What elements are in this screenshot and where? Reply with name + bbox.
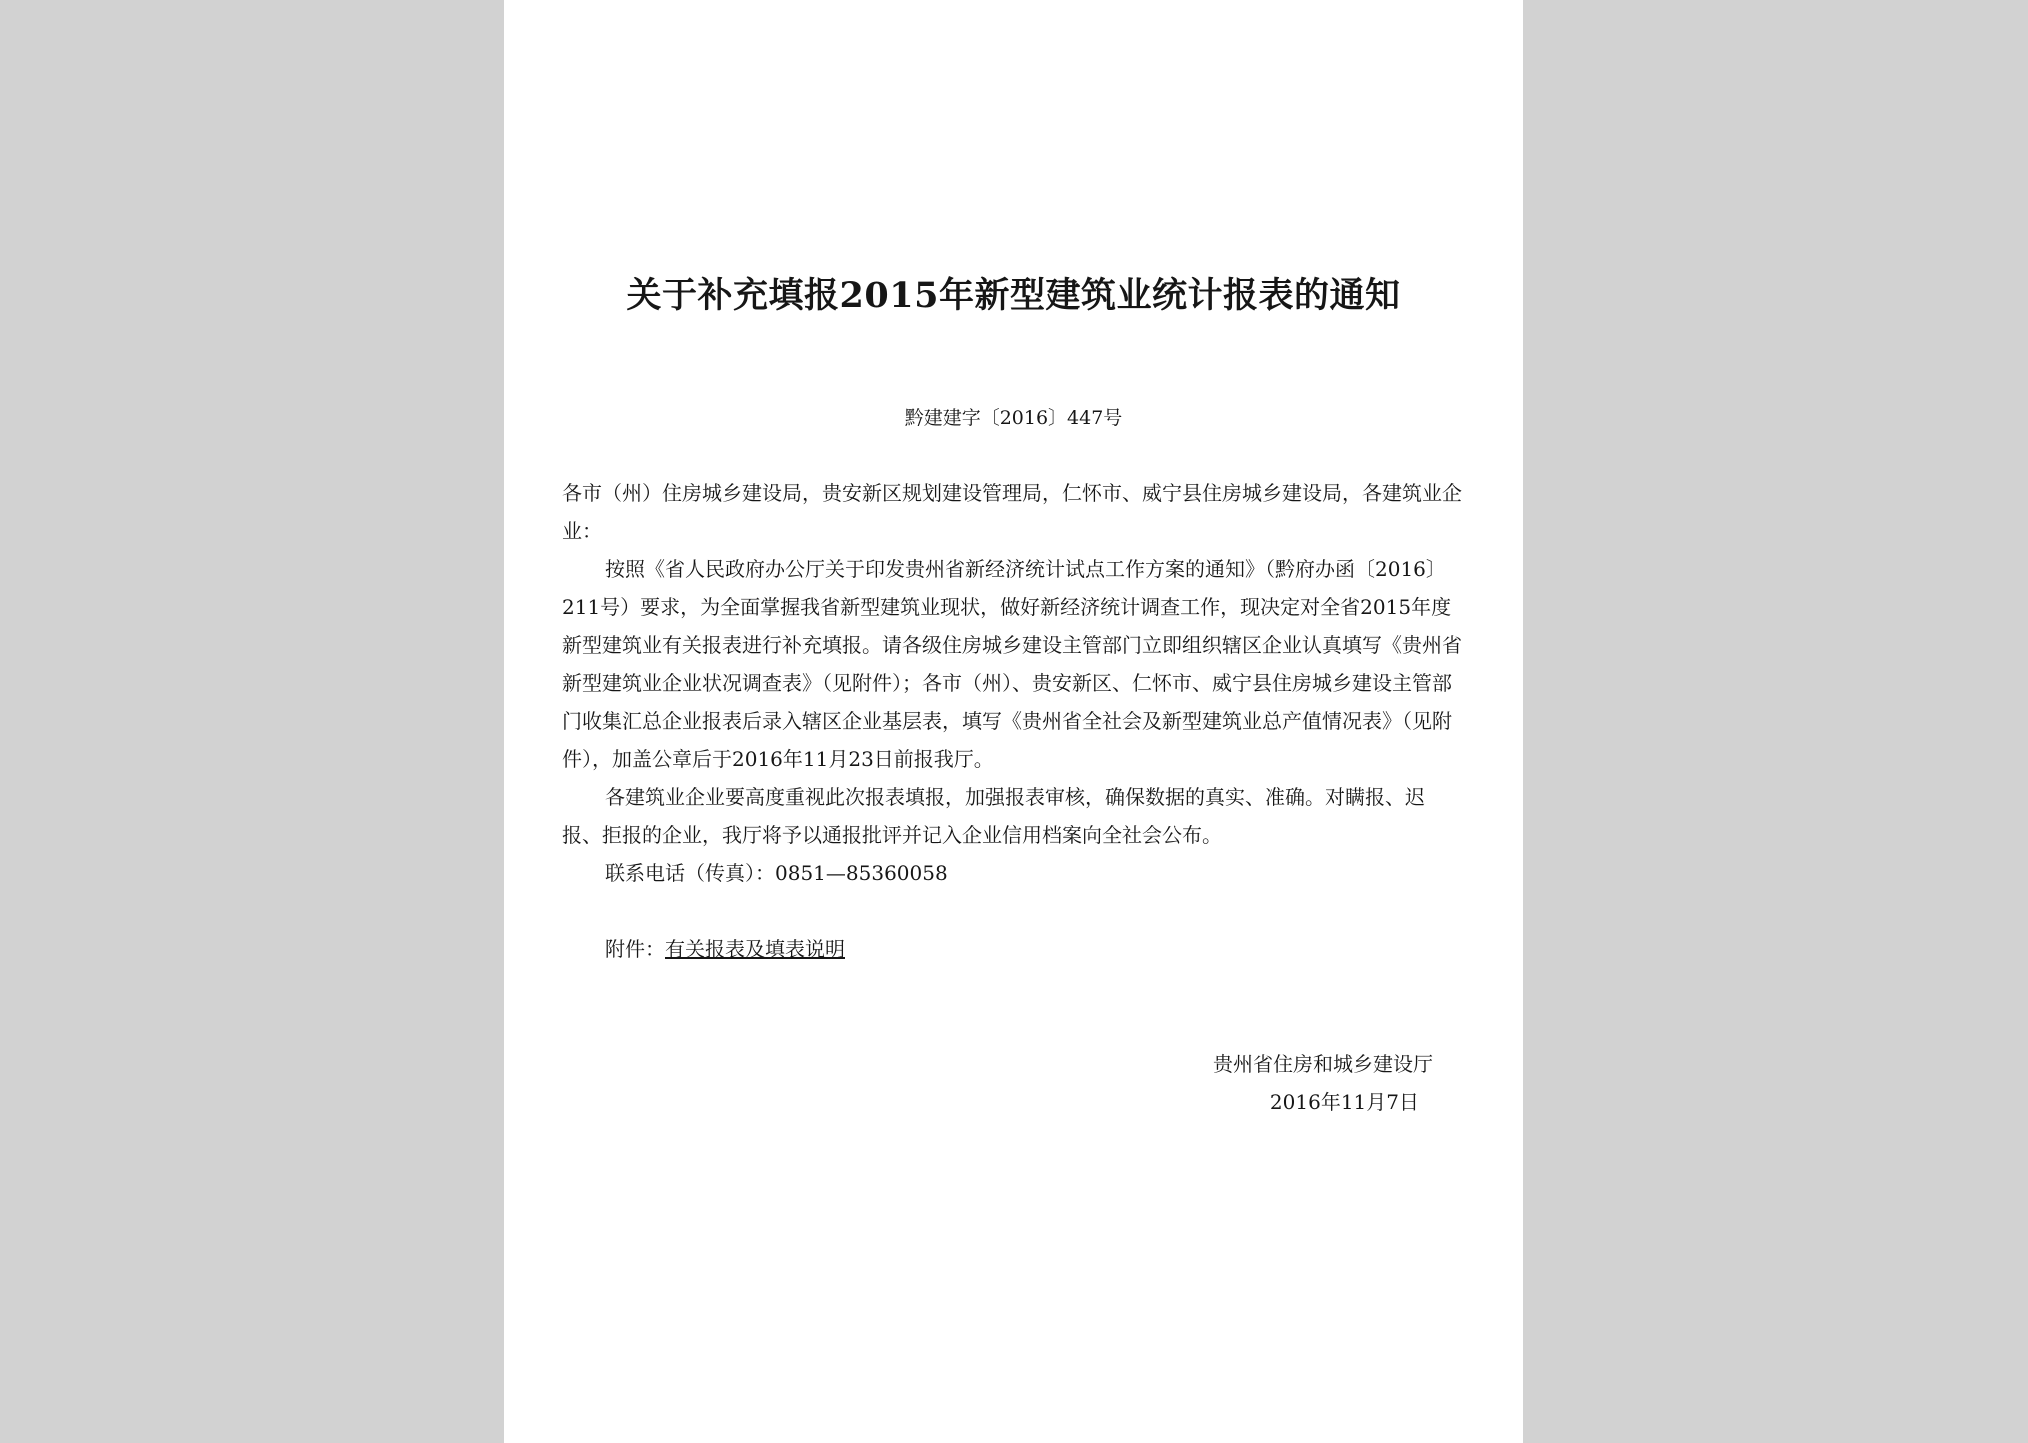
attachment-line xyxy=(605,930,845,968)
attachment-link[interactable]: 有关报表及填表说明 xyxy=(665,937,845,961)
document-number: 黔建建字〔2016〕447号 xyxy=(904,407,1123,429)
document-title: 关于补充填报2015年新型建筑业统计报表的通知 xyxy=(626,275,1401,316)
issuer-signature: 贵州省住房和城乡建设厅 xyxy=(1213,1052,1433,1076)
attachment-label: 附件： xyxy=(605,937,665,961)
addressee-paragraph: 各市（州）住房城乡建设局，贵安新区规划建设管理局，仁怀市、威宁县住房城乡建设局，各建筑业企业： xyxy=(562,481,1462,543)
contact-line: 联系电话（传真）：0851—85360058 xyxy=(605,861,948,885)
document-page xyxy=(504,0,1523,1443)
issue-date: 2016年11月7日 xyxy=(1269,1090,1419,1114)
body-paragraph-2: 各建筑业企业要高度重视此次报表填报，加强报表审核，确保数据的真实、准确。对瞒报、迟报、拒报的企业，我厅将予以通报批评并记入企业信用档案向全社会公布。 xyxy=(562,785,1425,847)
body-paragraph-1: 按照《省人民政府办公厅关于印发贵州省新经济统计试点工作方案的通知》（黔府办函〔2016〕211号）要求，为全面掌握我省新型建筑业现状，做好新经济统计调查工作，现决定对全省2015年度新型建筑业有关报表进行补充填报。请各级住房城乡建设主管部门立即组织辖区企业认真填写《贵州省新型建筑业企业状况调查表》（见附件）；各市（州）、贵安新区、仁怀市、威宁县住房城乡建设主管部门收集汇总企业报表后录入辖区企业基层表，填写《贵州省全社会及新型建筑业总产值情况表》（见附件），加盖公章后于2016年11月23日前报我厅。 xyxy=(562,557,1462,771)
